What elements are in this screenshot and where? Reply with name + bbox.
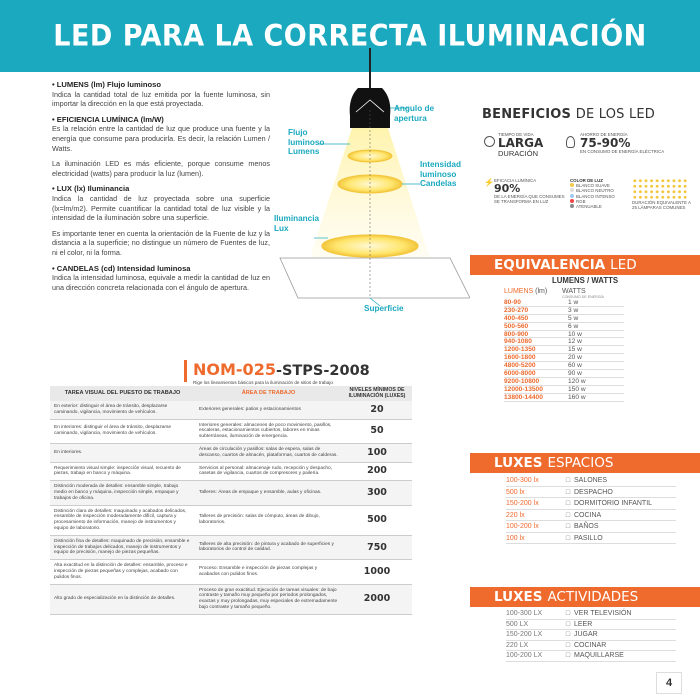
area-trabajo: Interiores generales: almacenes de poco movimiento, pasillos, escaleras, estacionamientos cubiertos, labores en minas subterráneas, iluminación de emergencia. — [199, 422, 332, 440]
header-watts: WATTS CONSUMO DE ENERGÍA — [562, 288, 604, 299]
eff-small: EFICACIA LUMÍNICA — [494, 178, 537, 183]
space-name: BAÑOS — [574, 523, 599, 530]
label-superficie: Superficie — [364, 304, 404, 313]
activity-name: JUGAR — [574, 631, 598, 638]
activity-name: LEER — [574, 620, 593, 628]
dot-icon — [570, 204, 574, 208]
definition-term: • LUX (lx) Iluminancia — [52, 184, 130, 194]
lumens-value: 940-1080 — [504, 338, 532, 346]
room-icon: □ — [565, 488, 571, 496]
activity-name: COCINAR — [574, 641, 607, 649]
life-big: LARGA — [498, 136, 544, 151]
nivel-minimo: 2000 — [363, 593, 391, 605]
page-title: LED PARA LA CORRECTA ILUMINACIÓN — [53, 19, 647, 53]
lux-value: 150-200 LX — [506, 631, 543, 638]
watts-value: 120 w — [568, 377, 586, 385]
light-diagram — [270, 48, 470, 328]
table-row — [50, 420, 412, 444]
definition-term: • EFICIENCIA LUMÍNICA (lm/W) — [52, 114, 164, 124]
definitions — [52, 80, 270, 298]
color-option: BLANCO NEUTRO — [570, 188, 630, 193]
dot-icon — [570, 194, 574, 198]
color-option: BLANCO SUAVE — [570, 183, 630, 188]
activity-icon: □ — [565, 652, 571, 659]
tarea-visual: Distinción moderada de detalles: ensamble simple, trabajo medio en banco y máquina, inspección simple, empaque y trabajos de oficina. — [54, 484, 179, 501]
lumens-value: 1600-1800 — [504, 354, 536, 362]
lux-value: 150-200 lx — [506, 500, 539, 507]
life-big-2: DURACIÓN — [498, 149, 539, 159]
table-row — [50, 560, 412, 584]
table-row — [50, 463, 412, 482]
watts-value: 60 w — [568, 362, 582, 370]
benefit-colors — [570, 178, 630, 209]
table-row — [504, 299, 624, 307]
area-trabajo: Proceso de gran exactitud. Ejecución de tareas visuales: de bajo contraste y tamaño muy pequeño por periodos prolongados, exactas y muy prolongadas, muy especiales de extremadamente bajo contraste y tamaño pequeño. — [199, 587, 338, 610]
luxes-espacios-title-bold: LUXES — [494, 455, 543, 471]
table-row — [50, 481, 412, 505]
table-row — [50, 506, 412, 536]
list-item — [506, 651, 676, 662]
equivalencia-subtitle: LUMENS / WATTS — [551, 276, 619, 285]
room-icon: □ — [565, 477, 571, 484]
lux-value: 100-300 lx — [506, 477, 539, 484]
luxes-actividades-table — [506, 609, 676, 662]
lux-value: 100-300 LX — [506, 610, 543, 617]
space-name: DESPACHO — [574, 488, 613, 496]
list-item — [506, 521, 676, 533]
table-row — [504, 362, 624, 370]
lightning-icon: ⚡ — [484, 178, 494, 187]
area-trabajo: Talleres de alta precisión: de pintura y acabado de superficies y laboratorios de control de calidad. — [199, 541, 334, 553]
table-row — [504, 307, 624, 315]
definition-text: Indica la cantidad total de luz emitida por la fuente luminosa, sin importar la dirección en la que está proyectada. — [52, 89, 270, 109]
life-small: TIEMPO DE VIDA — [498, 132, 534, 137]
lumens-value: 230-270 — [504, 306, 529, 314]
space-name: PASILLO — [574, 534, 603, 542]
nivel-minimo: 1000 — [363, 565, 391, 577]
area-trabajo: Servicios al personal: almacenaje rudo, recepción y despacho, casetas de vigilancia, cuartos de compresores y pailería. — [199, 465, 333, 477]
lux-value: 500 LX — [506, 620, 529, 628]
nivel-minimo: 100 — [367, 446, 387, 458]
saving-small: AHORRO DE ENERGÍA — [580, 132, 628, 137]
luxes-espacios-header — [470, 453, 700, 473]
clock-icon — [484, 136, 495, 147]
table-row — [504, 315, 624, 323]
lux-value: 100-200 LX — [506, 652, 543, 659]
watts-value: 160 w — [568, 393, 586, 401]
activity-icon: □ — [565, 620, 571, 628]
luxes-espacios-title-light: ESPACIOS — [547, 455, 614, 471]
table-row — [504, 331, 624, 339]
lumens-value: 6000-8000 — [504, 370, 536, 378]
room-icon: □ — [565, 500, 571, 507]
equivalencia-title-light: LED — [610, 257, 637, 273]
space-name: COCINA — [574, 511, 602, 519]
header-niveles: NIVELES MÍNIMOS DE ILUMINACIÓN (LUXES) — [348, 386, 406, 399]
color-option: ATENUABLE — [570, 204, 630, 209]
table-row — [504, 354, 624, 362]
equivalencia-header — [470, 255, 700, 275]
table-row — [504, 323, 624, 331]
benefits-title — [482, 107, 692, 122]
label-flujo: Flujo luminoso Lumens — [288, 128, 325, 157]
watts-value: 5 w — [568, 314, 579, 322]
luxes-actividades-header — [470, 587, 700, 607]
color-title: COLOR DE LUZ — [570, 178, 603, 183]
bulbs-text: DURACIÓN EQUIVALENTE A 25 LÁMPARAS COMUNES — [632, 200, 691, 211]
watts-value: 1 w — [568, 299, 579, 306]
bulb-icon — [566, 136, 575, 148]
table-row — [504, 386, 624, 394]
saving-text: EN CONSUMO DE ENERGÍA ELÉCTRICA — [580, 149, 665, 155]
color-option: RGB — [570, 199, 630, 204]
definition-text: Es la relación entre la cantidad de luz que produce una fuente y la energía que consume para producirla. Es decir, la relación Lumen / Watts. — [52, 124, 270, 153]
list-item — [506, 620, 676, 631]
label-intensidad: Intensidad luminoso Candelas — [420, 160, 461, 189]
watts-value: 15 w — [568, 346, 582, 354]
space-name: SALONES — [574, 477, 608, 484]
lux-value: 100-200 lx — [506, 523, 539, 530]
table-row — [50, 401, 412, 420]
activity-icon: □ — [565, 641, 571, 649]
equivalencia-rows — [504, 299, 624, 402]
watts-value: 20 w — [568, 354, 582, 362]
room-icon: □ — [565, 534, 571, 542]
list-item — [506, 475, 676, 487]
lumens-value: 1200-1350 — [504, 346, 536, 354]
tarea-visual: Alto grado de especialización en la distinción de detalles. — [54, 596, 176, 602]
table-row — [504, 338, 624, 346]
definition-lumens — [52, 80, 270, 109]
area-trabajo: Talleres: Áreas de empaque y ensamble, aulas y oficinas. — [199, 489, 322, 495]
watts-value: 6 w — [568, 322, 579, 330]
luxes-actividades-title-light: ACTIVIDADES — [547, 589, 639, 605]
equivalencia-table — [504, 288, 624, 402]
definition-text-2: Es importante tener en cuenta la orientación de la Fuente de luz y la distancia a la superficie; no distingue un número de Fuentes de luz, ni el color, ni la forma. — [52, 228, 270, 257]
list-item — [506, 510, 676, 522]
definition-candelas — [52, 264, 270, 293]
definition-text-2: La iluminación LED es más eficiente, porque consume menos electricidad (watts) para producir la luz (lumen). — [52, 159, 270, 178]
dot-icon — [570, 183, 574, 187]
activity-name: VER TELEVISIÓN — [574, 610, 632, 617]
table-row — [50, 585, 412, 615]
surface-plane — [280, 258, 470, 298]
lumens-value: 400-450 — [504, 314, 529, 322]
list-item — [506, 533, 676, 545]
room-icon: □ — [565, 523, 571, 530]
activity-name: MAQUILLARSE — [574, 652, 624, 659]
activity-icon: □ — [565, 610, 571, 617]
lux-value: 220 lx — [506, 511, 525, 519]
definition-term: • LUMENS (lm) Flujo luminoso — [52, 80, 161, 89]
nivel-minimo: 20 — [370, 403, 384, 415]
benefit-efficiency — [484, 178, 566, 205]
list-item — [506, 630, 676, 641]
list-item — [506, 498, 676, 510]
page-number: 4 — [656, 672, 682, 694]
nivel-minimo: 50 — [370, 425, 384, 437]
eff-text: DE LA ENERGÍA QUE CONSUMES SE TRANSFORMA EN LUZ — [494, 194, 565, 205]
benefit-life — [484, 132, 564, 158]
tarea-visual: En interiores. — [54, 449, 83, 455]
definition-eficiencia — [52, 115, 270, 179]
area-trabajo: Proceso: Ensamble e inspección de piezas complejas y acabados con pulidos finos. — [199, 566, 318, 577]
table-row — [504, 394, 624, 402]
table-row — [504, 378, 624, 386]
watts-value: 150 w — [568, 385, 586, 393]
nom-accent-bar — [184, 360, 187, 382]
dot-icon — [570, 188, 574, 192]
list-item — [506, 641, 676, 652]
lumens-value: 4800-5200 — [504, 362, 536, 370]
luxes-actividades-title-bold: LUXES — [494, 589, 543, 605]
definition-lux — [52, 184, 270, 257]
tarea-visual: Requerimiento visual simple: inspección visual, recuento de piezas, trabajo en banco y máquina. — [54, 465, 181, 477]
lumens-value: 12000-13500 — [504, 385, 543, 393]
tarea-visual: Distinción clara de detalles: maquinado y acabados delicados, ensamble de inspección moderadamente difícil, captura y procesamiento de información, manejo de instrumentos y equipo de laboratorio. — [54, 508, 187, 531]
area-trabajo: Exteriores generales: patios y estacionamientos — [199, 406, 301, 412]
benefits-title-bold: BENEFICIOS — [482, 107, 572, 122]
benefit-bulbs — [632, 178, 694, 210]
table-row — [504, 346, 624, 354]
table-row — [50, 536, 412, 560]
lumens-value: 800-900 — [504, 330, 529, 338]
watts-value: 3 w — [568, 306, 579, 314]
nivel-minimo: 750 — [367, 541, 387, 553]
list-item — [506, 609, 676, 620]
luxes-espacios-table — [506, 475, 676, 544]
lux-value: 220 LX — [506, 641, 529, 649]
watts-value: 10 w — [568, 330, 582, 338]
nom-table — [50, 386, 412, 615]
nivel-minimo: 200 — [367, 465, 387, 477]
nom-table-header — [50, 386, 412, 401]
lumens-value: 80-90 — [504, 299, 521, 306]
lumens-value: 9200-10800 — [504, 377, 540, 385]
table-row — [50, 444, 412, 463]
nom-table-body — [50, 401, 412, 615]
watts-value: 90 w — [568, 370, 582, 378]
benefits-title-light: DE LOS LED — [575, 107, 656, 122]
watts-value: 12 w — [568, 338, 582, 346]
definition-term: • CANDELAS (cd) Intensidad luminosa — [52, 263, 191, 273]
nivel-minimo: 500 — [367, 514, 387, 526]
header-lumens: LUMENS (lm) — [504, 288, 548, 295]
room-icon: □ — [565, 511, 571, 519]
bulbs-grid-icon — [632, 178, 688, 200]
label-angulo: Angulo de apertura — [394, 104, 435, 123]
activity-icon: □ — [565, 631, 571, 638]
lux-value: 500 lx — [506, 488, 525, 496]
area-trabajo: Talleres de precisión: salas de cómputo, áreas de dibujo, laboratorios. — [199, 514, 320, 526]
lumens-value: 500-560 — [504, 322, 529, 330]
nom-subtitle: Rige los lineamientos básicos para la iluminación de sitios de trabajo — [193, 380, 333, 385]
tarea-visual: Alta exactitud en la distinción de detalles: ensamble, proceso e inspección de piezas pequeñas y complejas, acabado con pulidos finos. — [54, 563, 188, 580]
lumens-value: 13800-14400 — [504, 393, 543, 401]
benefit-saving — [566, 132, 692, 154]
nivel-minimo: 300 — [367, 486, 387, 498]
list-item — [506, 487, 676, 499]
table-header — [504, 288, 624, 299]
area-trabajo: Áreas de circulación y pasillos: salas de espera, salas de descanso, cuartos de almacén, plataformas, cuartos de calderas. — [199, 446, 338, 458]
eff-big: 90% — [494, 182, 521, 196]
definition-text: Indica la intensidad luminosa, equivale a medir la cantidad de luz en una dirección concreta relacionada con el ángulo de apertura. — [52, 273, 270, 292]
tarea-visual: Distinción fina de detalles: maquinado de precisión, ensamble e inspección de trabajos delicados, manejo de instrumentos y equipo de precisión, manejo de piezas pequeñas. — [54, 538, 190, 556]
dot-icon — [570, 199, 574, 203]
saving-big: 75-90% — [580, 136, 631, 151]
table-row — [504, 370, 624, 378]
space-name: DORMITORIO INFANTIL — [574, 500, 653, 507]
header-area: ÁREA DE TRABAJO — [241, 389, 296, 396]
label-iluminancia: Iluminancia Lux — [274, 214, 320, 233]
equivalencia-title-bold: EQUIVALENCIA — [494, 257, 606, 273]
color-option: BLANCO INTENSO — [570, 194, 630, 199]
lux-value: 100 lx — [506, 534, 525, 542]
tarea-visual: En interiores: distinguir el área de tránsito, desplazarse caminando, vigilancia, movimiento de vehículos. — [54, 425, 172, 437]
nom-title: NOM-025-STPS-2008 — [193, 360, 370, 379]
definition-text: Indica la cantidad de luz proyectada sobre una superficie (lx=lm/m2). Permite cuantificar la cantidad total de luz visible y la intensidad de la iluminación sobre una superficie. — [52, 193, 270, 223]
tarea-visual: En exterior: distinguir el área de tránsito, desplazarse caminando, vigilancia, movimiento de vehículos. — [54, 404, 168, 415]
header-tarea: TAREA VISUAL DEL PUESTO DE TRABAJO — [64, 389, 181, 396]
